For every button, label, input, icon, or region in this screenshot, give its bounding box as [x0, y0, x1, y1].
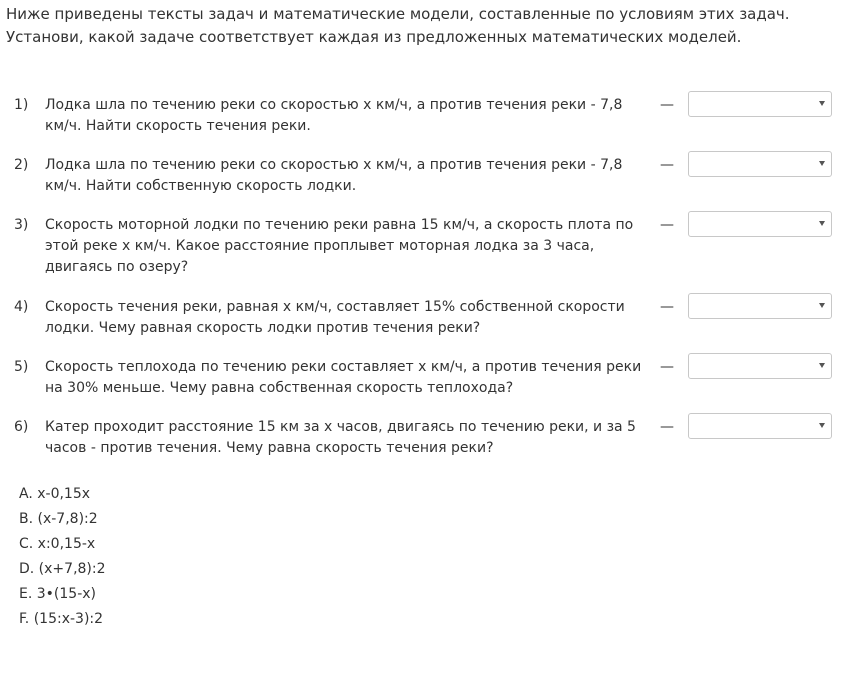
- answer-options-list: [19, 482, 106, 632]
- answer-select-4[interactable]: [688, 293, 832, 319]
- task-text: Скорость течения реки, равная x км/ч, составляет 15% собственной скорости лодки. Чему равная скорость лодки против течения реки?: [45, 299, 625, 336]
- answer-select-5[interactable]: [688, 353, 832, 379]
- answer-select-6[interactable]: [688, 413, 832, 439]
- answer-select-2[interactable]: [688, 151, 832, 177]
- answer-select-1[interactable]: [688, 91, 832, 117]
- task-number: 6): [14, 419, 29, 435]
- instructions-text: Ниже приведены тексты задач и математические модели, составленные по условиям этих задач. Установи, какой задаче соответствует каждая из предложенных математических моделей.: [6, 5, 790, 46]
- task-text: Лодка шла по течению реки со скоростью x км/ч, а против течения реки - 7,8 км/ч. Найти скорость течения реки.: [45, 97, 623, 134]
- answer-option-e: E. 3•(15-x): [19, 586, 96, 602]
- answer-select-3[interactable]: [688, 211, 832, 237]
- task-number: 2): [14, 157, 29, 173]
- answer-option-a: A. x-0,15x: [19, 486, 91, 502]
- task-dash: —: [660, 157, 674, 173]
- chevron-down-icon: [819, 423, 825, 428]
- task-text: Катер проходит расстояние 15 км за x часов, двигаясь по течению реки, и за 5 часов - против течения. Чему равна скорость течения реки?: [45, 419, 636, 456]
- task-number: 5): [14, 359, 29, 375]
- answer-option-b: B. (x-7,8):2: [19, 511, 98, 527]
- chevron-down-icon: [819, 101, 825, 106]
- chevron-down-icon: [819, 161, 825, 166]
- answer-option-c: C. x:0,15-x: [19, 536, 96, 552]
- chevron-down-icon: [819, 221, 825, 226]
- task-dash: —: [660, 97, 674, 113]
- task-dash: —: [660, 419, 674, 435]
- task-number: 3): [14, 217, 29, 233]
- chevron-down-icon: [819, 303, 825, 308]
- task-dash: —: [660, 359, 674, 375]
- task-text: Скорость теплохода по течению реки составляет x км/ч, а против течения реки на 30% меньше. Чему равна собственная скорость теплохода?: [45, 359, 642, 396]
- task-text: Лодка шла по течению реки со скоростью x км/ч, а против течения реки - 7,8 км/ч. Найти собственную скорость лодки.: [45, 157, 623, 194]
- task-dash: —: [660, 217, 674, 233]
- chevron-down-icon: [819, 363, 825, 368]
- task-text: Скорость моторной лодки по течению реки равна 15 км/ч, а скорость плота по этой реке x км/ч. Какое расстояние проплывет моторная лодка за 3 часа, двигаясь по озеру?: [45, 217, 634, 275]
- task-dash: —: [660, 299, 674, 315]
- task-number: 1): [14, 97, 29, 113]
- answer-option-f: F. (15:x-3):2: [19, 611, 104, 627]
- answer-option-d: D. (x+7,8):2: [19, 561, 106, 577]
- task-number: 4): [14, 299, 29, 315]
